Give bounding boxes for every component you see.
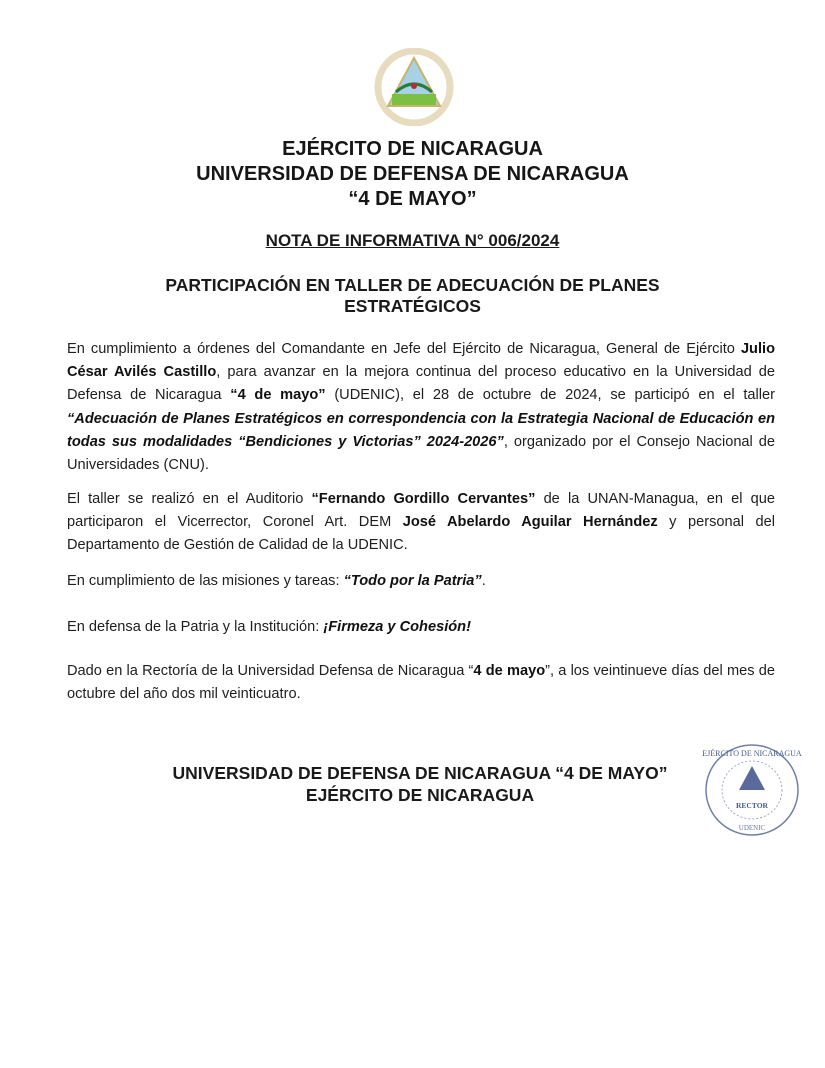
text: Dado en la Rectoría de la Universidad Defensa de Nicaragua “ [67,663,474,679]
text: En cumplimiento a órdenes del Comandante en Jefe del Ejército de Nicaragua, General de Ejército [67,341,741,357]
header-line-army: EJÉRCITO DE NICARAGUA [282,138,543,160]
paragraph-4 [67,616,775,639]
text: (UDENIC), el 28 de octubre de 2024, se participó en el taller [325,387,775,404]
text: El taller se realizó en el Auditorio [67,491,312,507]
auditorium-name: “Fernando Gordillo Cervantes” [311,491,536,507]
subject-line-2: ESTRATÉGICOS [344,296,481,316]
header-line-name: “4 DE MAYO” [348,188,477,210]
motto-1: “Todo por la Patria” [343,573,482,589]
header-line-university: UNIVERSIDAD DE DEFENSA DE NICARAGUA [196,163,629,185]
text: de la UNAN-Managua, en el que participaron el Vicerrector, Coronel Art. DEM [67,491,775,531]
text: . [481,573,486,589]
subject-line-1: PARTICIPACIÓN EN TALLER DE ADECUACIÓN DE PLANES [165,275,660,295]
text: , para avanzar en la mejora continua del proceso educativo en la Universidad de Defensa de Nicaragua [67,364,775,404]
footer-line-university: UNIVERSIDAD DE DEFENSA DE NICARAGUA “4 DE MAYO” [172,763,668,783]
paragraph-5 [67,660,775,706]
paragraph-1 [67,338,775,477]
vicerrector-name: José Abelardo Aguilar Hernández [402,514,658,531]
paragraph-3 [67,570,775,593]
subject-title [0,275,825,317]
note-title: NOTA DE INFORMATIVA N° 006/2024 [265,231,560,250]
motto-2: ¡Firmeza y Cohesión! [323,619,471,635]
svg-text:EJÉRCITO DE NICARAGUA: EJÉRCITO DE NICARAGUA [702,749,802,758]
commander-name: Julio César Avilés Castillo [67,341,775,381]
nicaragua-coat-of-arms-icon [368,48,460,126]
text: , organizado por el Consejo Nacional de Universidades (CNU). [67,433,776,474]
rector-seal-icon [702,742,802,838]
workshop-title: “Adecuación de Planes Estratégicos en correspondencia con la Estrategia Nacional de Educación en todas sus modalidades “Bendiciones y Victorias” 2024-2026” [67,410,775,450]
svg-text:RECTOR: RECTOR [736,801,768,810]
text: En cumplimiento de las misiones y tareas: [67,573,344,589]
university-name: “4 de mayo” [230,387,326,404]
svg-text:UDENIC: UDENIC [738,824,766,832]
text: En defensa de la Patria y la Institución: [67,619,324,635]
footer-line-army: EJÉRCITO DE NICARAGUA [305,785,535,805]
header-block [0,137,825,212]
signature-block [140,762,700,806]
university-short-name: 4 de mayo [473,663,546,679]
text: ”, a los veintinueve días del mes de octubre del año dos mil veinticuatro. [67,663,775,703]
text: y personal del Departamento de Gestión de Calidad de la UDENIC. [67,514,775,554]
paragraph-2 [67,488,775,558]
